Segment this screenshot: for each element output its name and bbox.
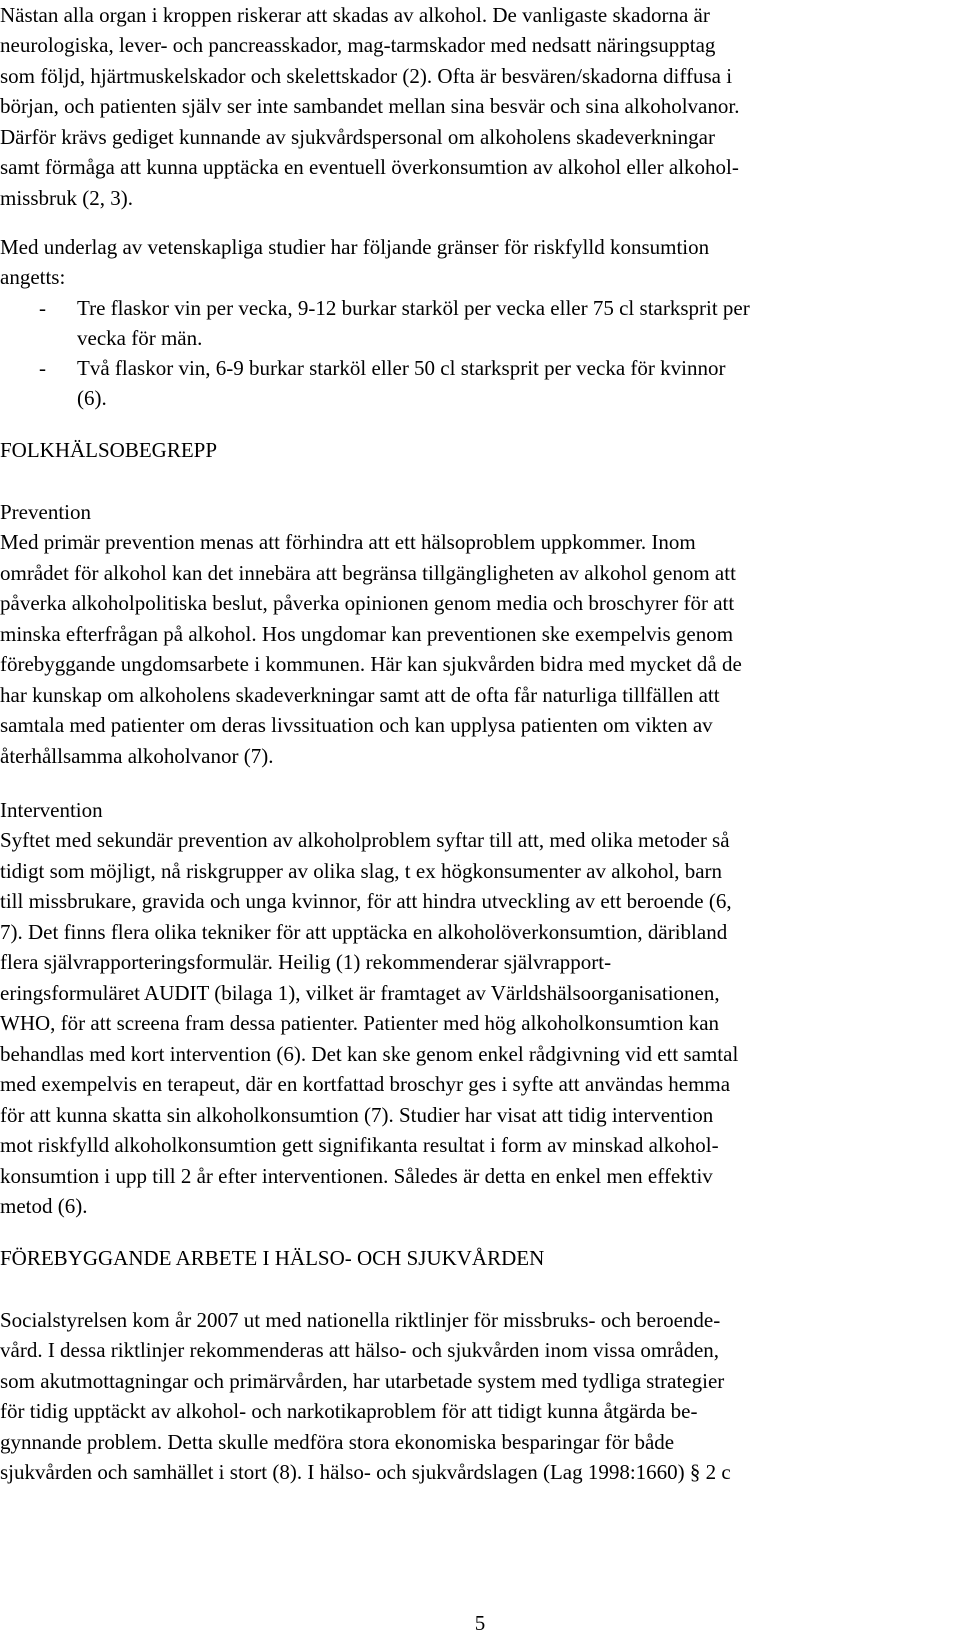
text-line: Därför krävs gediget kunnande av sjukvårdspersonal om alkoholens skadeverkningar bbox=[0, 125, 715, 149]
section-heading: FÖREBYGGANDE ARBETE I HÄLSO- OCH SJUKVÅRDEN bbox=[0, 1246, 545, 1270]
bullet-dash: - bbox=[39, 356, 46, 380]
text-line: Syftet med sekundär prevention av alkoholproblem syftar till att, med olika metoder så bbox=[0, 828, 730, 852]
text-line: samt förmåga att kunna upptäcka en eventuell överkonsumtion av alkohol eller alkohol- bbox=[0, 155, 739, 179]
text-line: metod (6). bbox=[0, 1194, 88, 1218]
text-line: påverka alkoholpolitiska beslut, påverka opinionen genom media och broschyrer för att bbox=[0, 591, 735, 615]
text-line: som följd, hjärtmuskelskador och skelettskador (2). Ofta är besvären/skadorna diffusa i bbox=[0, 64, 733, 88]
text-line: flera självrapporteringsformulär. Heilig (1) rekommenderar självrapport- bbox=[0, 950, 612, 974]
text-line: förebyggande ungdomsarbete i kommunen. Här kan sjukvården bidra med mycket då de bbox=[0, 652, 742, 676]
text-line: början, och patienten själv ser inte sambandet mellan sina besvär och sina alkoholvanor. bbox=[0, 94, 740, 118]
text-line: för att kunna skatta sin alkoholkonsumtion (7). Studier har visat att tidig intervention bbox=[0, 1103, 714, 1127]
text-line: har kunskap om alkoholens skadeverkningar samt att de ofta får naturliga tillfällen att bbox=[0, 683, 720, 707]
text-line: till missbrukare, gravida och unga kvinnor, för att hindra utveckling av ett beroende (6, bbox=[0, 889, 732, 913]
text-line: missbruk (2, 3). bbox=[0, 186, 133, 210]
text-line: med exempelvis en terapeut, där en kortfattad broschyr ges i syfte att användas hemma bbox=[0, 1072, 731, 1096]
text-line: vård. I dessa riktlinjer rekommenderas att hälso- och sjukvården inom vissa områden, bbox=[0, 1338, 720, 1362]
text-line: behandlas med kort intervention (6). Det kan ske genom enkel rådgivning vid ett samtal bbox=[0, 1042, 739, 1066]
text-line: Socialstyrelsen kom år 2007 ut med nationella riktlinjer för missbruks- och beroende- bbox=[0, 1308, 721, 1332]
section-heading: FOLKHÄLSOBEGREPP bbox=[0, 438, 218, 462]
text-line: tidigt som möjligt, nå riskgrupper av olika slag, t ex högkonsumenter av alkohol, barn bbox=[0, 859, 723, 883]
subheading: Prevention bbox=[0, 500, 91, 524]
text-line: mot riskfylld alkoholkonsumtion gett signifikanta resultat i form av minskad alkohol- bbox=[0, 1133, 719, 1157]
text-line: gynnande problem. Detta skulle medföra stora ekonomiska besparingar för både bbox=[0, 1430, 675, 1454]
text-line: Nästan alla organ i kroppen riskerar att skadas av alkohol. De vanligaste skadorna är bbox=[0, 3, 710, 27]
bullet-text: vecka för män. bbox=[77, 326, 203, 350]
text-line: neurologiska, lever- och pancreasskador, mag-tarmskador med nedsatt näringsupptag bbox=[0, 33, 716, 57]
text-line: eringsformuläret AUDIT (bilaga 1), vilket är framtaget av Världshälsoorganisationen, bbox=[0, 981, 720, 1005]
text-line: Med primär prevention menas att förhindra att ett hälsoproblem uppkommer. Inom bbox=[0, 530, 696, 554]
bullet-text: Tre flaskor vin per vecka, 9-12 burkar starköl per vecka eller 75 cl starksprit per bbox=[77, 296, 750, 320]
page-number: 5 bbox=[474, 1611, 486, 1635]
text-line: området för alkohol kan det innebära att begränsa tillgängligheten av alkohol genom att bbox=[0, 561, 736, 585]
text-line: Med underlag av vetenskapliga studier har följande gränser för riskfylld konsumtion bbox=[0, 235, 710, 259]
bullet-dash: - bbox=[39, 296, 46, 320]
text-line: WHO, för att screena fram dessa patienter. Patienter med hög alkoholkonsumtion kan bbox=[0, 1011, 720, 1035]
text-line: minska efterfrågan på alkohol. Hos ungdomar kan preventionen ske exempelvis genom bbox=[0, 622, 734, 646]
text-line: samtala med patienter om deras livssituation och kan upplysa patienten om vikten av bbox=[0, 713, 713, 737]
text-line: som akutmottagningar och primärvården, har utarbetade system med tydliga strategier bbox=[0, 1369, 725, 1393]
bullet-text: Två flaskor vin, 6-9 burkar starköl eller 50 cl starksprit per vecka för kvinnor bbox=[77, 356, 726, 380]
bullet-text: (6). bbox=[77, 386, 107, 410]
text-line: sjukvården och samhället i stort (8). I hälso- och sjukvårdslagen (Lag 1998:1660) § 2 c bbox=[0, 1460, 731, 1484]
text-line: för tidig upptäckt av alkohol- och narkotikaproblem för att tidigt kunna åtgärda be- bbox=[0, 1399, 698, 1423]
text-line: konsumtion i upp till 2 år efter interventionen. Således är detta en enkel men effektiv bbox=[0, 1164, 713, 1188]
subheading: Intervention bbox=[0, 798, 103, 822]
text-line: återhållsamma alkoholvanor (7). bbox=[0, 744, 274, 768]
text-line: 7). Det finns flera olika tekniker för att upptäcka en alkoholöverkonsumtion, däribland bbox=[0, 920, 728, 944]
text-line: angetts: bbox=[0, 265, 66, 289]
